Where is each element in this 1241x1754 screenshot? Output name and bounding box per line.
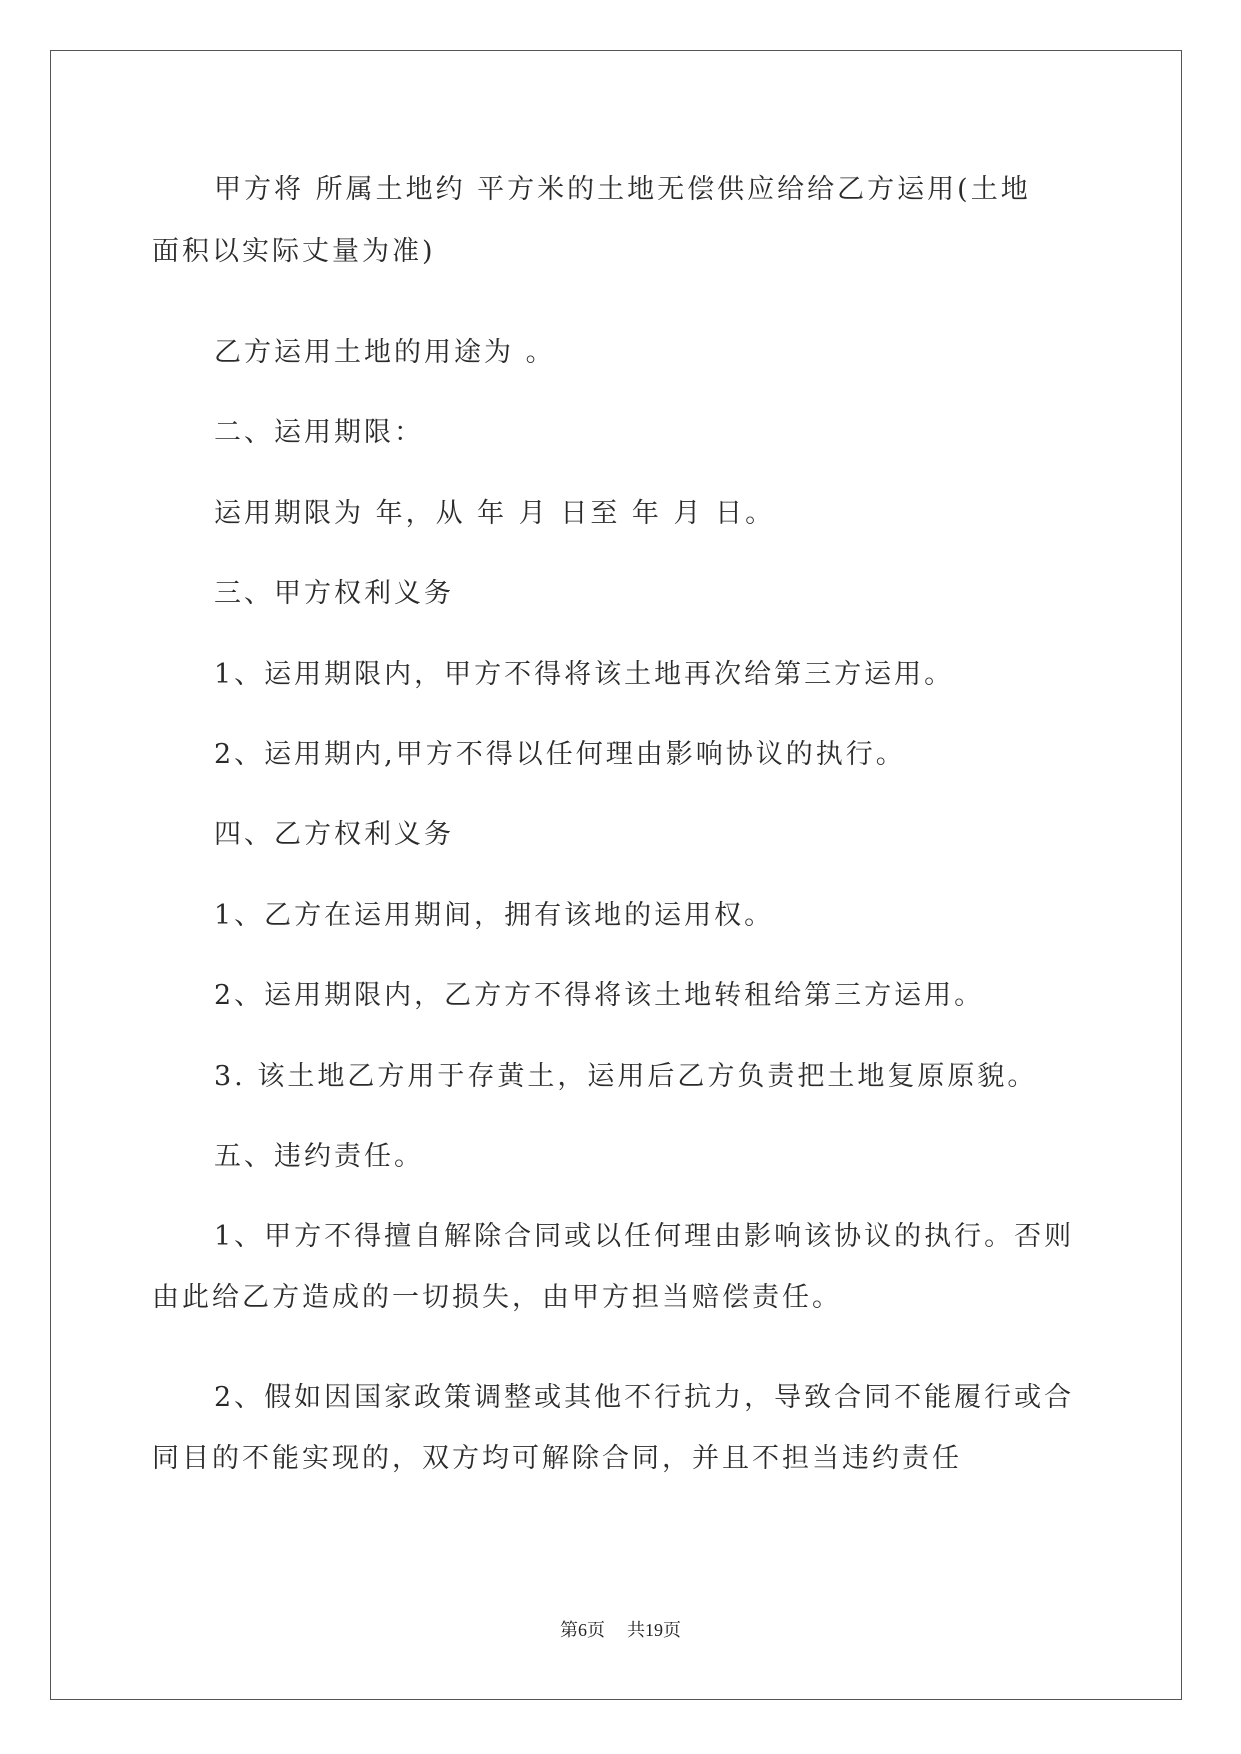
paragraph-line: 1、运用期限内，甲方不得将该土地再次给第三方运用。 [214, 659, 955, 690]
section-heading: 四、乙方权利义务 [214, 819, 454, 850]
paragraph-line: 3. 该土地乙方用于存黄土，运用后乙方负责把土地复原原貌。 [214, 1061, 1038, 1092]
paragraph-line: 运用期限为 年，从 年 月 日至 年 月 日。 [214, 498, 776, 529]
paragraph-line: 由此给乙方造成的一切损失，由甲方担当赔偿责任。 [152, 1282, 842, 1313]
section-heading: 二、运用期限： [214, 417, 424, 448]
paragraph-line: 1、甲方不得擅自解除合同或以任何理由影响该协议的执行。否则 [214, 1221, 1075, 1252]
paragraph-line: 甲方将 所属土地约 平方米的土地无偿供应给给乙方运用(土地 [214, 174, 1031, 205]
paragraph-line: 2、假如因国家政策调整或其他不行抗力，导致合同不能履行或合 [214, 1382, 1075, 1413]
paragraph-line: 乙方运用土地的用途为 。 [214, 337, 556, 368]
paragraph-line: 面积以实际丈量为准) [152, 236, 436, 267]
page-footer [0, 1618, 1241, 1642]
paragraph-line: 2、运用期内,甲方不得以任何理由影响协议的执行。 [214, 739, 906, 770]
paragraph-line: 1、乙方在运用期间，拥有该地的运用权。 [214, 900, 775, 931]
paragraph-line: 同目的不能实现的，双方均可解除合同，并且不担当违约责任 [152, 1443, 962, 1474]
page-total: 共19页 [627, 1620, 681, 1640]
section-heading: 五、违约责任。 [214, 1141, 424, 1172]
page-number: 第6页 [560, 1620, 605, 1640]
section-heading: 三、甲方权利义务 [214, 578, 454, 609]
paragraph-line: 2、运用期限内，乙方方不得将该土地转租给第三方运用。 [214, 980, 985, 1011]
